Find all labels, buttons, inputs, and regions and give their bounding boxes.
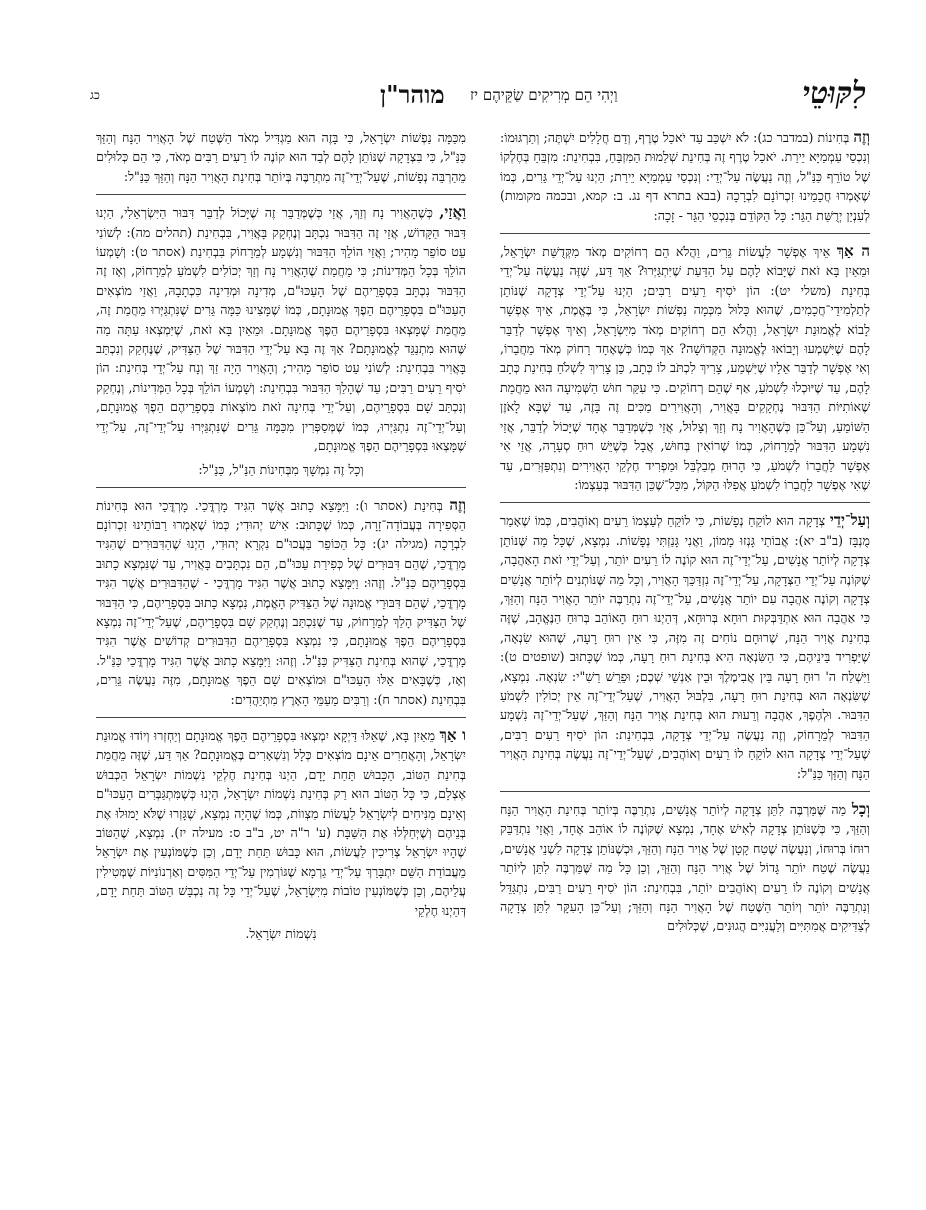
book-title: לִקּוּטֵי — [802, 76, 866, 111]
paragraph — [96, 128, 466, 186]
paragraph — [96, 203, 466, 455]
section-divider — [500, 233, 870, 234]
paragraph — [500, 242, 870, 494]
paragraph-closing-line: וְכָל זֶה נִמְשָׁךְ מִבְּחִינוֹת הַנַּ"ל, כַּנַּ"ל: — [198, 461, 364, 477]
paragraph-lead: וְכָל — [851, 800, 870, 818]
paragraph-lead: וְעַל־יְדֵי — [829, 511, 870, 530]
section-divider — [96, 194, 466, 195]
center-title: מוהר"ן — [380, 80, 445, 109]
paragraph-lead: ה אַךְ — [836, 242, 870, 261]
paragraph — [500, 800, 870, 936]
page-number: כג — [90, 88, 100, 102]
page-header — [90, 76, 866, 120]
paragraph-text: בְּחִינַת (אסתר ו): וַיִּמָּצֵא כָתוּב אֲשֶׁר הִגִּיד מָרְדֳּכַי. מָרְדֳּכַי הוּא בְּחִינוֹת הַסְּפִירָה בְּעֲבוֹדָה־זָרָה, כְּמוֹ שֶׁכָּתוּב: אִישׁ יְהוּדִי; כְּמוֹ שֶׁאָמְרוּ רַבּוֹתֵינוּ זִכְרוֹנָם לִבְרָכָה (מגילה יג): כָּל הַכּוֹפֵר בַּעֲכוּ"ם נִקְרָא יְהוּדִי, הַיְנוּ שֶׁהַדִּבּוּרִים שֶׁהִגִּיד מָרְדֳּכַי, שֶׁהֵם דִּבּוּרִים שֶׁל כְּפִירַת עַכּוּ"ם, הֵם נִכְתָּבִים בָּאֲוִיר, עַד שֶׁנִּמְצָא כָתוּב בִּסְפָרֵיהֶם כַּנַּ"ל. וְזֶהוּ: וַיִּמָּצֵא כָתוּב אֲשֶׁר הִגִּיד מָרְדֳּכַי - שֶׁהַדִּבּוּרִים אֲשֶׁר הִגִּיד מָרְדֳּכַי, שֶׁהֵם דִּבּוּרֵי אֱמוּנָה שֶׁל הַצַּדִּיק הָאֱמֶת, נִמְצָא כָתוּב בִּסְפָרֵיהֶם, כִּי הַדִּבּוּר שֶׁל הַצַּדִּיק הָלַךְ לְמֵרָחוֹק, עַד שֶׁנִּכְתַּב וְנֶחְקַק שָׁם בִּסְפָרֵיהֶם, שֶׁעַל־יְדֵי־זֶה נִמְצָא בִּסְפָרֵיהֶם הֵפֶךְ אֱמוּנָתָם, כִּי נִמְצָא בִּסְפָרֵיהֶם הַדִּבּוּרִים קְדוֹשִׁים אֲשֶׁר הִגִּיד מָרְדֳּכַי, שֶׁהוּא בְּחִינַת הַצַּדִּיק כַּנַּ"ל. וְזֶהוּ: וַיִּמָּצֵא כָתוּב אֲשֶׁר הִגִּיד מָרְדֳּכַי כַּנַּ"ל. וְאָז, כְּשֶׁבָּאִים אֵלּוּ הָעַכּוּ"ם וּמוֹצְאִים שָׁם הֵפֶךְ אֱמוּנָתָם, מִזֶּה נַעֲשֶׂה גֵּרִים, בִּבְחִינַת (אסתר ח): וְרַבִּים מֵעַמֵּי הָאָרֶץ מִתְיַהֲדִים: — [96, 497, 466, 707]
paragraph — [500, 511, 870, 783]
paragraph — [96, 496, 466, 709]
paragraph-text: מִכַּמָּה נַפְשׁוֹת יִשְׂרָאֵל, כִּי בָּזֶה הוּא מַגְדִּיל מְאֹד הַשֶּׁטַח שֶׁל הָאֲוִיר הַנָּח וְהַזַּךְ כַּנַּ"ל, כִּי בִּצְדָקָה שֶׁנּוֹתֵן לָהֶם לְבַד הוּא קוֹנֶה לוֹ רֵעִים רַבִּים מְאֹד, כִּי הֵם כְּלוּלִים מֵהַרְבֵּה נְפָשׁוֹת, שֶׁעַל־יְדֵי־זֶה מִתְרַבֶּה בְּיוֹתֵר בְּחִינַת הָאֲוִיר הַנָּח וְהַזַּךְ כַּנַּ"ל: — [96, 130, 466, 184]
paragraph-lead: וַאֲזַי, — [439, 203, 466, 222]
left-column — [96, 128, 466, 1168]
paragraph — [500, 128, 870, 225]
paragraph-closing-line: נִשְׁמוֹת יִשְׂרָאֵל. — [245, 926, 317, 942]
paragraph-lead: וְזֶה — [449, 495, 466, 514]
paragraph-lead: ו אַךְ — [439, 725, 466, 744]
section-divider — [500, 791, 870, 792]
paragraph-text: מַה שֶּׁמַּרְבֶּה לִתֵּן צְדָקָה לְיוֹתֵר אֲנָשִׁים, נִתְרַבֶּה בְּיוֹתֵר בְּחִינַת הָאֲוִיר הַנָּח וְהַזַּךְ, כִּי כְּשֶׁנּוֹתֵן צְדָקָה לְאִישׁ אֶחָד, נִמְצָא שֶׁקּוֹנֶה לוֹ אוֹהֵב אֶחָד, וַאֲזַי נִתְדַּבֵּק רוּחוֹ בְּרוּחוֹ, וְנַעֲשֶׂה שֶׁטַח קָטָן שֶׁל אֲוִיר הַנָּח וְהַזַּךְ, וּכְשֶׁנּוֹתֵן צְדָקָה לִשְׁנֵי אֲנָשִׁים, נַעֲשֶׂה שֶׁטַח יוֹתֵר גָּדוֹל שֶׁל אֲוִיר הַנָּח וְהַזַּךְ, וְכֵן כָּל מַה שֶּׁמַּרְבֶּה לִתֵּן לְיוֹתֵר אֲנָשִׁים וְקוֹנֶה לוֹ רֵעִים וְאוֹהֲבִים יוֹתֵר, בִּבְחִינַת: הוֹן יֹסִיף רֵעִים רַבִּים, נִתְגַּדֵּל וְנִתְרַבֶּה יוֹתֵר וְיוֹתֵר הַשֶּׁטַח שֶׁל הָאֲוִיר הַנָּח וְהַזַּךְ; וְעַל־כֵּן הָעִקָּר לִתֵּן צְדָקָה לְצַדִּיקִים אֲמִתִּיִּים וְלַעֲנִיִּים הֲגוּנִים, שֶׁכְּלוּלִים — [500, 802, 870, 934]
paragraph-text: כְּשֶׁהָאֲוִיר נָח וְזַךְ, אֲזַי כְּשֶׁמְּדַבֵּר זֶה שֶׁיָּכוֹל לְדַבֵּר דִּבּוּר הַיִּשְׂרְאֵלִי, הַיְנוּ דִּבּוּר הַקָּדוֹשׁ, אֲזַי זֶה הַדִּבּוּר נִכְתָּב וְנֶחְקָק בָּאֲוִיר, בִּבְחִינַת (תהלים מה): לְשׁוֹנִי עֵט סוֹפֵר מָהִיר; וַאֲזַי הוֹלֵךְ הַדִּבּוּר וְנִשְׁמָע לְמֵרָחוֹק בִּבְחִינַת (אסתר ט): וְשָׁמְעוֹ הוֹלֵךְ בְּכָל הַמְּדִינוֹת; כִּי מֵחֲמַת שֶׁהָאֲוִיר נָח וְזַךְ יְכוֹלִים לִשְׁמֹעַ לְמֵרָחוֹק, וְאָז זֶה הַדִּבּוּר נִכְתָּב בִּסְפָרֵיהֶם שֶׁל הָעַכּוּ"ם, מְדִינָה וּמְדִינָה כִּכְתָבָהּ, וַאֲזַי מוֹצְאִים הָעַכּוּ"ם בִּסְפָרֵיהֶם הֵפֶךְ אֱמוּנָתָם, כְּמוֹ שֶׁמָּצִינוּ כַּמָּה גֵּרִים שֶׁנִּתְגַּיְּרוּ מֵחֲמַת זֶה, מֵחֲמַת שֶׁמָּצְאוּ בִּסְפָרֵיהֶם הֵפֶךְ אֱמוּנָתָם. וּמֵאַיִן בָּא זֹאת, שֶׁיִּמְצְאוּ עַתָּה מַה שֶּׁהוּא מִתְנַגֵּד לֶאֱמוּנָתָם? אַךְ זֶה בָּא עַל־יְדֵי הַדִּבּוּר שֶׁל הַצַּדִּיק, שֶׁנֶּחְקַק וְנִכְתַּב בָּאֲוִיר בִּבְחִינַת: לְשׁוֹנִי עֵט סוֹפֵר מָהִיר; וְהָאֲוִיר הָיָה זַךְ וְנָח עַל־יְדֵי בְּחִינַת: הוֹן יֹסִיף רֵעִים רַבִּים; עַד שֶׁהָלַךְ הַדִּבּוּר בִּבְחִינַת: וְשָׁמְעוֹ הוֹלֵךְ בְּכָל הַמְּדִינוֹת, וְנֶחְקַק וְנִכְתַּב שָׁם בִּסְפָרֵיהֶם, וְעַל־יְדֵי בְּחִינָה זֹאת מוֹצְאוֹת בִּסְפָרֵיהֶם הֵפֶךְ אֱמוּנָתָם, וְעַל־יְדֵי־זֶה נִתְגַּיְּרוּ, כְּמוֹ שֶׁמְּסַפְּרִין מִכַּמָּה גֵּרִים שֶׁנִּתְגַּיְּרוּ עַל־יְדֵי־זֶה, עַל־יְדֵי שֶׁמָּצְאוּ בִּסְפָרֵיהֶם הֵפֶךְ אֱמוּנָתָם, — [96, 205, 466, 454]
running-head: וַיְהִי הֵם מְרִיקִים שַׂקֵּיהֶם יז — [470, 86, 618, 104]
paragraph-text: בְּחִינוֹת (במדבר כג): לֹא יִשְׁכַּב עַד יֹאכַל טֶרֶף, וְדַם חֲלָלִים יִשְׁתֶּה; וְתַרְגּוּמוֹ: וְנִכְסֵי עַמְמַיָּא יֵירַת. יֹאכַל טֶרֶף זֶה בְּחִינַת שְׁלֵמוּת הַמִּזְבֵּחַ, בִּבְחִינַת: מִזְבֵּחַ בְּחֶלְקוֹ שֶׁל טוֹרֵף כַּנַּ"ל, וְזֶה נַעֲשֶׂה עַל־יְדֵי: וְנִכְסֵי עַמְמַיָּא יֵירַת; הַיְנוּ עַל־יְדֵי גֵּרִים, כְּמוֹ שֶׁאָמְרוּ חֲכָמֵינוּ זִכְרוֹנָם לִבְרָכָה (בבא בתרא דף נג. ב: קמא, ובכמה מקומות) לְעִנְיַן יְרֻשַּׁת הַגֵּר: כָּל הַקּוֹדֵם בְּנִכְסֵי הַגֵּר - זָכָה: — [500, 130, 870, 223]
section-divider — [96, 487, 466, 488]
paragraph-text: אֵיךְ אֶפְשָׁר לַעֲשׂוֹת גֵּרִים, וַהֲלֹא הֵם רְחוֹקִים מְאֹד מִקְּדֻשַּׁת יִשְׂרָאֵל, וּמֵאַיִן בָּא זֹאת שֶׁיָּבוֹא לָהֶם עַל הַדַּעַת שֶׁיִּתְגַּיְּרוּ? אַךְ דַּע, שֶׁזֶּה נַעֲשֶׂה עַל־יְדֵי בְּחִינַת (משלי יט): הוֹן יֹסִיף רֵעִים רַבִּים; הַיְנוּ עַל־יְדֵי צְדָקָה שֶׁנּוֹתֵן לְתַלְמִידֵי־חֲכָמִים, שֶׁהוּא כָּלוּל מִכְּמָה נַפְשׁוֹת יִשְׂרָאֵל, כִּי בֶּאֱמֶת, אֵיךְ אֶפְשָׁר לָבוֹא לֶאֱמוּנַת יִשְׂרָאֵל, וַהֲלֹא הֵם רְחוֹקִים מְאֹד מִיִּשְׂרָאֵל, וְאֵיךְ אֶפְשָׁר לְדַבֵּר לָהֶם שֶׁיִּשְׁמְעוּ וְיָבוֹאוּ לֶאֱמוּנָה הַקְּדוֹשָׁה? אַךְ כְּמוֹ כְּשֶׁאֶחָד רָחוֹק מְאֹד מֵחֲבֵרוֹ, וְאִי אֶפְשָׁר לְדַבֵּר אֵלָיו שֶׁיִּשְׁמַע, צָרִיךְ לִכְתֹּב לוֹ כְּתָב, כֵּן צָרִיךְ לִשְׁלֹחַ בְּחִינַת כְּתָב לָהֶם, עַד שֶׁיּוּכְלוּ לִשְׁמֹעַ, אַף שֶׁהֵם רְחוֹקִים. כִּי עִקַּר חוּשׁ הַשְּׁמִיעָה הוּא מֵחֲמַת שֶׁאוֹתִיּוֹת הַדִּבּוּר נֶחְקָקִים בָּאֲוִיר, וְהָאֲוִירִים מַכִּים זֶה בָּזֶה, עַד שֶׁבָּא לָאֹזֶן הַשּׁוֹמֵעַ, וְעַל־כֵּן כְּשֶׁהָאֲוִיר נָח וְזַךְ וְצָלוּל, אֲזַי כְּשֶׁמְּדַבֵּר אֶחָד שֶׁיָּכוֹל לְדַבֵּר, אֲזַי נִשְׁמָע הַדִּבּוּר לְמֵרָחוֹק, כְּמוֹ שֶׁרוֹאִין בְּחוּשׁ, אֲבָל כְּשֶׁיֵּשׁ רוּחַ סְעָרָה, אֲזַי אִי אֶפְשָׁר לַחֲבֵרוֹ לִשְׁמֹעַ, כִּי הָרוּחַ מְבַלְבֵּל וּמַפְרִיד חֶלְקֵי הָאֲוִירִים וְנִתְפַּזְּרִים, עַד שֶׁאִי אֶפְשָׁר לַחֲבֵרוֹ לִשְׁמֹעַ אֲפִלּוּ הַקּוֹל, מִכָּל־שֶׁכֵּן הַדִּבּוּר בְּעַצְמוֹ: — [500, 244, 870, 492]
section-divider — [96, 717, 466, 718]
right-column — [500, 128, 870, 1168]
paragraph-text: מֵאַיִן בָּא, שֶׁאֵלּוּ דַּיְקָא יִמְצְאוּ בִּסְפָרֵיהֶם הֵפֶךְ אֱמוּנָתָם וְיַחְזְרוּ וְיוֹדוּ אֱמוּנַת יִשְׂרָאֵל, וְהָאֲחֵרִים אֵינָם מוֹצְאִים כְּלָל וְנִשְׁאָרִים בֶּאֱמוּנָתָם? אַךְ דַּע, שֶׁזֶּה מֵחֲמַת בְּחִינַת הַטּוֹב, הַכָּבוּשׁ תַּחַת יָדָם, הַיְנוּ בְּחִינַת חֶלְקֵי נִשְׁמוֹת יִשְׂרָאֵל הַכְּבוּשׁ אֶצְלָם, כִּי כָּל הַטּוֹב הוּא רַק בְּחִינַת נִשְׁמוֹת יִשְׂרָאֵל, הַיְנוּ כְּשֶׁמִּתְגַּבְּרִים הָעַכּוּ"ם וְאֵינָם מַנִּיחִים לְיִשְׂרָאֵל לַעֲשׂוֹת מִצְווֹת, כְּמוֹ שֶׁהָיָה נִמְצָא, שֶׁגָּזְרוּ שֶׁלֹּא יָמוּלוּ אֶת בְּנֵיהֶם וְשֶׁיְּחַלְּלוּ אֶת הַשַּׁבָּת (ע' ר"ה יט, ב"ב ס: מעילה יז). נִמְצָא, שֶׁהַטּוֹב שֶׁהָיוּ יִשְׂרָאֵל צְרִיכִין לַעֲשׂוֹת, הוּא כָּבוּשׁ תַּחַת יָדָם, וְכֵן כְּשֶׁמּוֹנְעִין אֶת יִשְׂרָאֵל מֵעֲבוֹדַת הַשֵּׁם יִתְבָּרַךְ עַל־יְדֵי גַרְמָא שֶׁגּוֹרְמִין עַל־יְדֵי הַמִּסִּים וְאַרְנוֹנִיּוֹת שֶׁמְּטִילִין עֲלֵיהֶם, וְכֵן כְּשֶׁמּוֹנְעִין טוֹבוֹת מִיִּשְׂרָאֵל, שֶׁעַל־יְדֵי כָּל זֶה נִכְבָּשׁ הַטּוֹב תַּחַת יָדָם, דְּהַיְנוּ חֶלְקֵי — [96, 727, 466, 918]
section-divider — [500, 502, 870, 503]
paragraph — [96, 726, 466, 920]
paragraph-lead: וְזֶה — [853, 128, 870, 146]
paragraph-text: צְדָקָה הוּא לוֹקֵחַ נְפָשׁוֹת, כִּי לוֹקֵחַ לְעַצְמוֹ רֵעִים וְאוֹהֲבִים, כְּמוֹ שֶׁאָמַר מֻנְבָּז (ב"ב יא): אֲבוֹתַי גָּנְזוּ מָמוֹן, וַאֲנִי גָּנַזְתִּי נְפָשׁוֹת. נִמְצָא, שֶׁכָּל מַה שֶּׁנּוֹתֵן צְדָקָה לְיוֹתֵר אֲנָשִׁים, עַל־יְדֵי־זֶה הוּא קוֹנֶה לוֹ רֵעִים יוֹתֵר, וְעַל־יְדֵי זֹאת הָאַהֲבָה, שֶׁקּוֹנֶה עַל־יְדֵי הַצְּדָקָה, עַל־יְדֵי־זֶה נִזְדַּכֵּךְ הָאֲוִיר, וְכָל מַה שֶּׁנּוֹתְנִים לְיוֹתֵר אֲנָשִׁים צְדָקָה וְקוֹנֶה אַהֲבָה עִם יוֹתֵר אֲנָשִׁים, עַל־יְדֵי־זֶה נִתְרַבֶּה יוֹתֵר הָאֲוִיר הַנָּח וְהַזַּךְ, כִּי אַהֲבָה הוּא אִתְדַּבְּקוּת רוּחָא בְּרוּחָא, דְּהַיְנוּ רוּחַ הָאוֹהֵב בְּרוּחַ הַנֶּאֱהָב, שֶׁזֶּה בְּחִינַת אֲוִיר הַנָּח, שֶׁרוּחָם נוֹחִים זֶה מִזֶּה, כִּי אֵין רוּחַ רָעָה, שֶׁהוּא שִׂנְאָה, שֶׁיַּפְרִיד בֵּינֵיהֶם, כִּי הַשִּׂנְאָה הִיא בְּחִינַת רוּחַ רָעָה, כְּמוֹ שֶׁכָּתוּב (שופטים ט): וַיִּשְׁלַח ה' רוּחַ רָעָה בֵּין אֲבִימֶלֶךְ וּבֵין אַנְשֵׁי שְׁכֶם; וּפֵרֵשׁ רַשִׁ"י: שִׂנְאָה. נִמְצָא, שֶׁשִּׂנְאָה הוּא בְּחִינַת רוּחַ רָעָה, בִּלְבּוּל הָאֲוִיר, שֶׁעַל־יְדֵי־זֶה אֵין יְכוֹלִין לִשְׁמֹעַ הַדִּבּוּר. וּלְהֶפֶךְ, אַהֲבָה וְרֵעוּת הוּא בְּחִינַת אֲוִיר הַנָּח וְהַזַּךְ, שֶׁעַל־יְדֵי־זֶה נִשְׁמָע הַדִּבּוּר לְמֵרָחוֹק, וְזֶה נַעֲשֶׂה עַל־יְדֵי צְדָקָה, בִּבְחִינַת: הוֹן יֹסִיף רֵעִים רַבִּים, שֶׁעַל־יְדֵי צְדָקָה הוּא לוֹקֵחַ לוֹ רֵעִים וְאוֹהֲבִים, שֶׁעַל־יְדֵי־זֶה נַעֲשֶׂה בְּחִינַת הָאֲוִיר הַנָּח וְהַזַּךְ כַּנַּ"ל: — [500, 513, 870, 781]
